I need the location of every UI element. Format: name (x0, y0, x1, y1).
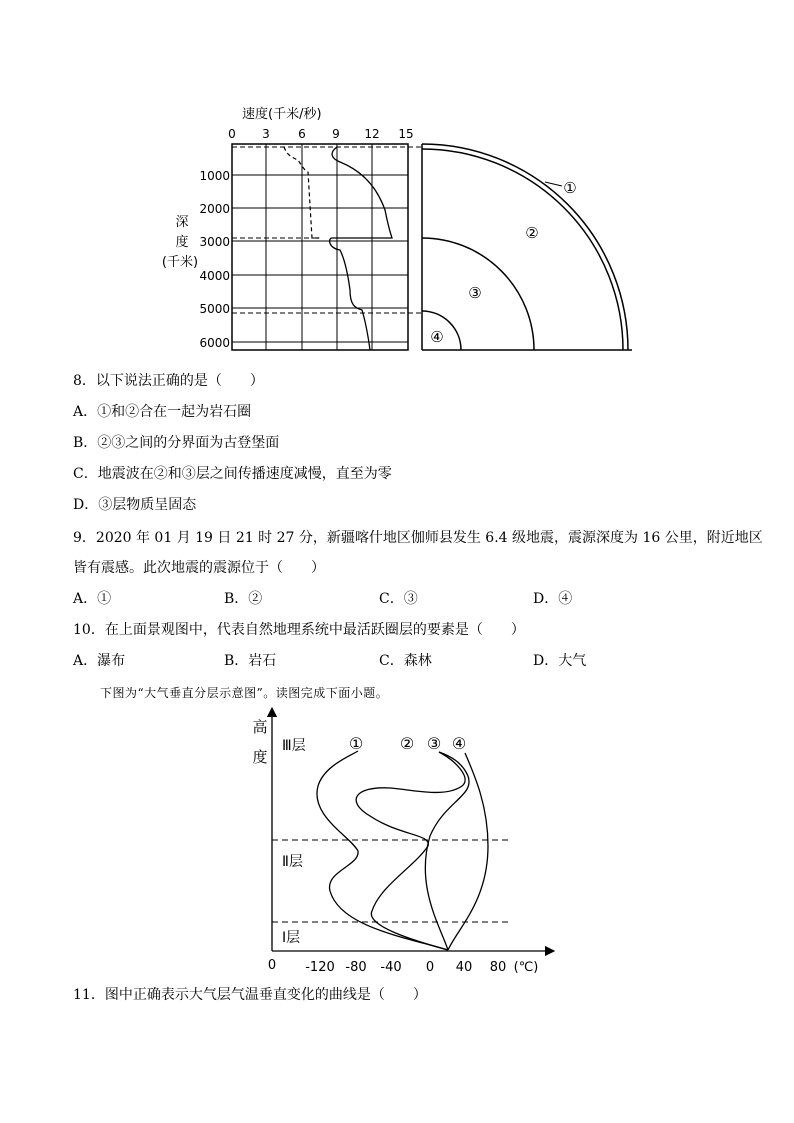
x-tick: 40 (455, 960, 473, 975)
layer-label-1: ① (563, 179, 577, 197)
x-tick: -80 (345, 960, 367, 975)
layer-2-label: Ⅱ层 (282, 854, 303, 870)
depth-axis-label: 度 (175, 235, 189, 250)
layer-1-label: Ⅰ层 (282, 930, 301, 946)
curve-2 (356, 752, 465, 950)
temperature-curves (317, 751, 488, 950)
depth-tick: 1000 (199, 169, 230, 183)
layer-3-label: Ⅲ层 (282, 738, 306, 754)
q9-option-d[interactable]: D．④ (533, 591, 573, 607)
height-axis-label: 度 (252, 748, 268, 766)
q10-option-a[interactable]: A．瀑布 (73, 653, 126, 669)
speed-tick: 12 (364, 127, 380, 141)
origin-label: 0 (267, 958, 277, 973)
height-axis-label: 高 (252, 718, 268, 736)
p-wave-curve (330, 147, 392, 350)
speed-tick: 3 (262, 127, 270, 141)
q9-option-c[interactable]: C．③ (379, 591, 418, 607)
earth-structure-svg (161, 100, 650, 360)
curve-1 (317, 751, 448, 950)
q9-stem-line2: 皆有震感。此次地震的震源位于（ ） (73, 560, 325, 576)
q10-option-d[interactable]: D．大气 (533, 653, 587, 669)
speed-grid (232, 144, 408, 350)
depth-tick: 3000 (199, 235, 230, 249)
q8-stem: 8．以下说法正确的是（ ） (73, 373, 264, 389)
depth-tick: 6000 (199, 336, 230, 350)
q10-option-c[interactable]: C．森林 (379, 653, 432, 669)
q9-option-a[interactable]: A．① (73, 591, 112, 607)
figure-intro: 下图为“大气垂直分层示意图”。读图完成下面小题。 (100, 686, 389, 700)
layer-label-2: ② (525, 224, 539, 242)
curve-4 (448, 753, 488, 950)
q10-option-b[interactable]: B．岩石 (224, 653, 277, 669)
earth-structure-figure (161, 100, 650, 360)
x-tick: -40 (380, 960, 402, 975)
q8-option-c[interactable]: C．地震波在②和③层之间传播速度减慢，直至为零 (73, 466, 392, 482)
x-unit: (℃) (513, 960, 539, 975)
speed-axis-label: 速度(千米/秒) (242, 107, 322, 122)
atmosphere-figure (240, 706, 560, 978)
x-tick: -120 (305, 960, 335, 975)
earth-quarter (422, 144, 632, 350)
speed-tick: 6 (298, 127, 306, 141)
layer-label-3: ③ (468, 284, 482, 302)
curve-label-1: ① (348, 734, 364, 753)
q8-option-d[interactable]: D．③层物质呈固态 (73, 497, 197, 513)
q8-option-b[interactable]: B．②③之间的分界面为古登堡面 (73, 435, 280, 451)
curve-3 (425, 752, 469, 950)
curve-label-2: ② (399, 734, 415, 753)
depth-tick: 5000 (199, 302, 230, 316)
q10-stem: 10．在上面景观图中，代表自然地理系统中最活跃圈层的要素是（ ） (73, 622, 525, 638)
curve-label-4: ④ (451, 734, 467, 753)
depth-tick: 2000 (199, 202, 230, 216)
depth-axis-label: (千米) (161, 255, 199, 270)
speed-tick: 9 (332, 127, 340, 141)
q8-option-a[interactable]: A．①和②合在一起为岩石圈 (73, 404, 252, 420)
depth-tick: 4000 (199, 269, 230, 283)
atmosphere-svg (240, 706, 560, 978)
layer-label-4: ④ (430, 328, 444, 346)
layer-boundaries (272, 840, 512, 922)
q11-stem: 11．图中正确表示大气层气温垂直变化的曲线是（ ） (73, 987, 427, 1003)
q9-option-b[interactable]: B．② (224, 591, 263, 607)
speed-tick: 0 (228, 127, 236, 141)
boundary-lines (232, 147, 422, 313)
x-tick: 80 (489, 960, 507, 975)
x-tick: 0 (425, 960, 435, 975)
curve-label-3: ③ (426, 734, 442, 753)
depth-axis-label: 深 (175, 215, 189, 230)
q9-stem-line1: 9．2020 年 01 月 19 日 21 时 27 分，新疆喀什地区伽师县发生 6.4 级地震，震源深度为 16 公里，附近地区 (73, 530, 763, 546)
speed-tick: 15 (398, 127, 414, 141)
